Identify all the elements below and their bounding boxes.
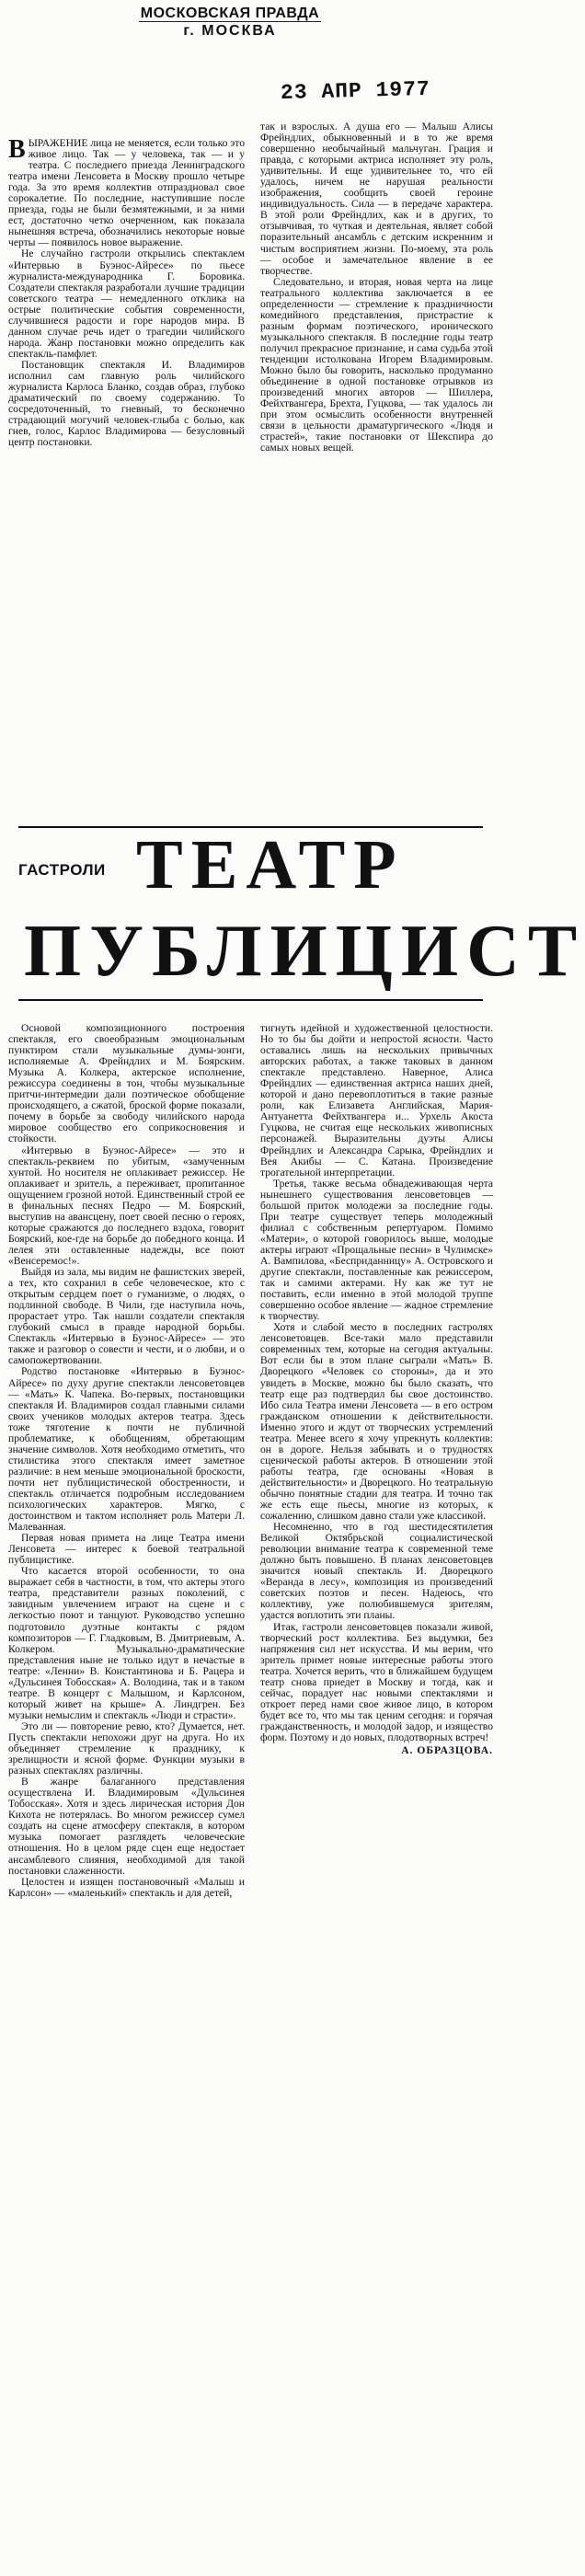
body-column-left xyxy=(8,1023,245,2570)
body-paragraph: Это ли — повторение ревю, кто? Думается, нет. Пусть спектакли непохожи друг на друга. Но их объединяет стремление к празднику, к зрелищности и ясной форме. Функции музыки в разных спектаклях различны. xyxy=(8,1719,245,1777)
intro-paragraph: Не случайно гастроли открылись спектаклем «Интервью в Буэнос-Айресе» по пьесе журналиста-международника Г. Боровика. Создатели спектакля разработали лучшие традиции советского театра — немедленного отклика на острые политические события современности, случившиеся радости и горе народов мира. В данном случае речь идет о трагедии чилийского народа. Жанр постановки можно определить как спектакль-памфлет. xyxy=(8,247,245,360)
drop-cap: В xyxy=(8,135,26,164)
body-paragraph: Что касается второй особенности, то она выражает себя в частности, в том, что актеры этого театра, представители разных поколений, с завидным увлечением играют на сцене и с легкостью поют и танцуют. Руководство успешно подготовило дуэтные контакты с рядом композиторов — Г. Гладковым, В. Дмитриевым, А. Колкером. Музыкально-драматические представления ныне не только идут в нечастые в театре: «Ленни» В. Константинова и Б. Рацера и «Дульсинея Тобосская» А. Володина, так и в таком театре. В концерт с Малышом, и Карлсоном, который живет на крыше» А. Линдгрен. Без музыки немыслим и спектакль «Люди и страсти». xyxy=(8,1565,245,1721)
body-column-right xyxy=(260,1023,493,2570)
intro-paragraph: так и взрослых. А душа его — Малыш Алисы Фрейндлих, обыкновенный и в то же время совершенно необычайный мальчуган. Грация и правда, с которыми актриса исполняет эту роль, удивительны. И еще удивительнее то, что ей удалось, ничем не нарушая реальности изображения, сообщить своей героине индивидуальность. Сила — в передаче характера. В этой роли Фрейндлих, как и в других, то отзывчивая, то чуткая и деятельная, являет собой поразительный ансамбль с детским искренним и чистым восприятием жизни. По-моему, эта роль — особое и замечательное явление в ее творчестве. xyxy=(260,121,493,277)
body-paragraph: Основой композиционного построения спектакля, его своеобразным эмоциональным пунктиром стали музыкальные думы-зонги, исполняемые А. Фрейндлих и М. Боярским. Музыка А. Колкера, актерское исполнение, режиссура соединены в тон, чтобы музыкальные притчи-интермедии дали поэтическое обобщение происходящего, а сжатой, броской форме показали, почему в борьбе за свободу чилийского народа мировое сообщество его соприкосновения и стойкости. xyxy=(8,1022,245,1145)
article-header xyxy=(0,819,585,1003)
body-paragraph: Родство постановке «Интервью в Буэнос-Айресе» по духу другие спектакли ленсоветовцев — «Мать» К. Чапека. Во-первых, постановщики спектакля И. Владимиров создал главными силами своих учеников молодых актеров театра. Здесь тоже тяготение к почти не публичной проблематике, к обобщениям, обретающим значение символов. Хотя необходимо отметить, что стилистика этого спектакля имеет заметное различие: в нем меньше эмоциональной броскости, почти нет публицистической обостренности, и спектакль отличается подробным исследованием психологических характеров. Мягко, с достоинством и тактом исполняет роль Матери Л. Малеванная. xyxy=(8,1365,245,1534)
intro-column-left xyxy=(8,135,245,816)
date-stamp: 23 АПР 1977 xyxy=(280,76,431,106)
body-paragraph: Несомненно, что в год шестидесятилетия Великой Октябрьской социалистической революции внимание театра к современной теме должно быть повышено. В планах ленсоветовцев значится новый спектакль И. Дворецкого «Веранда в лесу», композиция из произведений советских поэтов и песен. Надеюсь, что коллективу, уже полюбившемуся зрителям, удастся воплотить эти планы. xyxy=(260,1521,493,1622)
newspaper-city: г. МОСКВА xyxy=(183,23,277,39)
intro-column-right xyxy=(260,121,493,814)
newspaper-name: МОСКОВСКАЯ ПРАВДА xyxy=(140,6,320,21)
body-paragraph: «Интервью в Буэнос-Айресе» — это и спектакль-реквием по убитым, «замученным хунтой. Но носителя не оплакивает режиссер. Не оплакивает и зритель, а переживает, пропитанное ощущением грозной нотой. Единственный строй ее в финальных песнях Педро — М. Боярский, выступив на авансцену, поет своей песню о героях, которые сражаются до последнего вздоха, говорит Боярский, кое-где на борьбе до победного конца. И лелея эти оставленные надежды, все поют «Венсеремос!». xyxy=(8,1144,245,1267)
headline-line-1: ТЕАТР xyxy=(136,826,405,903)
intro-paragraph-lead xyxy=(8,135,245,249)
intro-paragraph: Следовательно, и вторая, новая черта на лице театрального коллектива заключается в ее определенности — стремление к праздничности комедийного представления, пристрастие к разным формам поэтического, иронического музыкального спектакля. В последние годы театр получил прекрасное признание, и сама судьба этой тенденции истолкована Игорем Владимировым. Можно было бы говорить, насколько продуманно объединение в одной постановке отрывков из произведений многих авторов — Шиллера, Фейхтвангера, Брехта, Гуцкова, — так удалось ли при этом осмыслить особенности внутренней связи в цельности драматургического «Людя и страстей», такие постановки от Шекспира до самых новых вещей. xyxy=(260,275,493,454)
intro-paragraph: Постановщик спектакля И. Владимиров исполнил сам главную роль чилийского журналиста Карлоса Бланко, создав образ, глубоко драматический по своему содержанию. То сосредоточенный, то гневный, то бесконечно страдающий могучий человек-глыба с болью, как гнев, голос, Карлос Владимирова — безусловный центр постановки. xyxy=(8,358,245,449)
body-paragraph: Итак, гастроли ленсоветовцев показали живой, творческий рост коллектива. Без выдумки, без напряжения сил нет искусства. И мы верим, что зритель примет новые интересные работы этого театра. Хочется верить, что в ближайшем будущем театр снова приедет в Москву и тогда, как и сейчас, порадует нас новыми спектаклями и откроет перед нами свое живое лицо, в котором будет все то, что мы так ценим сегодня: и горячая гражданственность, и молодой задор, и изящество форм. Поэтому и до новых, плодотворных встреч! xyxy=(260,1620,493,1743)
body-paragraph: Хотя и слабой место в последних гастролях ленсоветовцев. Все-таки мало представили современных тем, которые на сегодня актуальны. Вот если бы в этом плане сыграли «Мать» В. Дворецкого «Человек со стороны», да и это увидеть в Москве, можно бы было сказать, что театр еще раз подтвердил бы свое достоинство. Ибо сила Театра имени Ленсовета — в его остром гражданском отношении к действительности. Именно этого и ждут от творческих устремлений театра. Менее всего я хочу упрекнуть коллектив: он в дороге. Нельзя забывать и о трудностях сценической работы актеров. В отношении этой работы театра, где основаны «Новая в действительности» и Дворецкого. Но театральную обычно понятные стадии для театра. И точно так же есть еще пьесы, многие из которых, к сожалению, слишком давно стали уже классикой. xyxy=(260,1321,493,1523)
intro-paragraph: ЫРАЖЕНИЕ лица не меняется, если только это живое лицо. Так — у человека, так — и у театра. С последнего приезда Ленинградского театра имени Ленсовета в Москву прошло четыре года. За это время коллектив отпраздновал свое сорокалетие. По последние, наступившие после приезда, годы не были безмятежными, и за ними ест, достаточно четко очерченном, как показала нынешняя встреча, обозначились некоторые новые черты — появилось новое выражение. xyxy=(8,137,245,249)
body-paragraph: Первая новая примета на лице Театра имени Ленсовета — интерес к боевой театральной публицистике. xyxy=(8,1532,245,1567)
body-paragraph: Третья, также весьма обнадеживающая черта нынешнего существования ленсоветовцев — большой приток молодежи за последние годы. При театре существует теперь молодежный филиал с собственным репертуаром. Помимо «Матери», о которой говорилось выше, молодые актеры играют «Прощальные песни» в Чулимске» А. Вампилова, «Бесприданницу» А. Островского и другие спектакли, поставленные как режиссером, так и самими актерами. Ну как же тут не поставить, если именно в этой молодой труппе совершенно особое явление — жадное стремление к творчеству. xyxy=(260,1177,493,1323)
headline-line-2: ПУБЛИЦИСТ xyxy=(24,911,585,992)
rubric-label: ГАСТРОЛИ xyxy=(18,861,106,879)
masthead xyxy=(138,6,322,40)
header-rule-bottom xyxy=(18,999,483,1001)
body-paragraph: В жанре балаганного представления осуществлена И. Владимировым «Дульсинея Тобосская». Хотя и здесь лирическая история Дон Кихота не потерялась. Во многом режиссер сумел создать на сцене атмосферу спектакля, в котором музыка помогает разглядеть человеческие отношения. Но в целом ряде сцен еще недостает ансамблевого слияния, необходимой для такой постановки слаженности. xyxy=(8,1776,245,1877)
body-paragraph: Выйдя из зала, мы видим не фашистских зверей, а тех, кто сохранил в себе человеческое, кто с открытым сердцем поет о гуманизме, о людях, о подлинной свободе. В Чили, где наступила ночь, прорастает утро. Так нашли создатели спектакля глубокий смысл в правде народной борьбы. Спектакль «Интервью в Буэнос-Айресе» — это также и разговор о совести и чести, и о любви, и о самопожертвовании. xyxy=(8,1266,245,1367)
body-paragraph: тигнуть идейной и художественной целостности. Но то бы бы дойти и непростой ясности. Часто оставались лишь на нескольких привычных авторских работах, а также таковых в данном спектакле представлено. Наверное, Алиса Фрейндлих — единственная актриса наших дней, которой и дано перевоплотиться в такие разные роли, как Елизавета Английская, Мария-Антуанетта Фейхтвангера и... Урхель Акоста Гуцкова, не считая еще нескольких живописных персонажей. Выразительны дуэты Алисы Фрейндлих и Александра Сарыка, Фрейндлих и Вея Акибы — С. Катана. Произведение трогательной интерпретации. xyxy=(260,1022,493,1179)
body-paragraph: Целостен и изящен постановочный «Малыш и Карлсон» — «маленький» спектакль и для детей, xyxy=(8,1875,245,1899)
author-signature: А. ОБРАЗЦОВА. xyxy=(401,1744,493,1757)
